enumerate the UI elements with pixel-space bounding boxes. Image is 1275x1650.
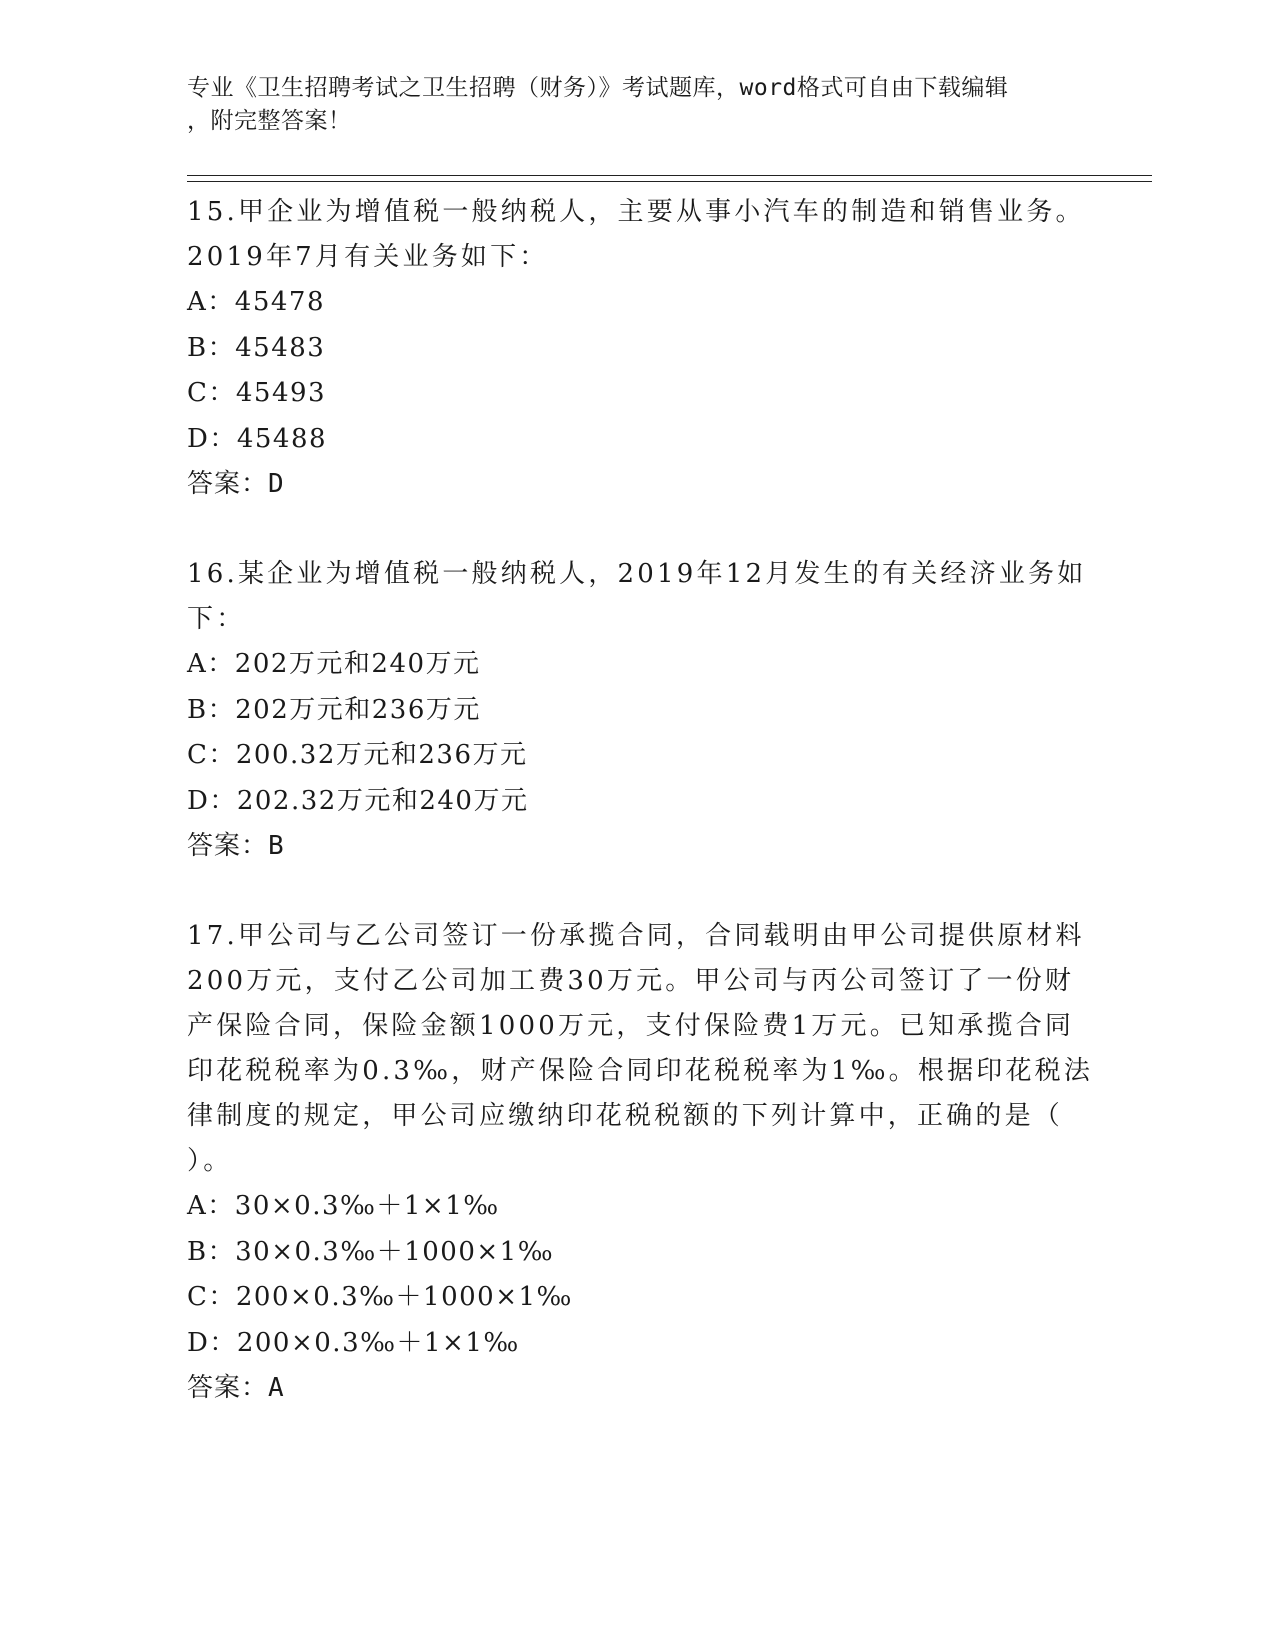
option-d: D：200×0.3‰＋1×1‰ xyxy=(187,1327,520,1358)
question-stem-line: 产保险合同，保险金额1000万元，支付保险费1万元。已知承揽合同 xyxy=(187,1011,1075,1041)
question-16 xyxy=(187,552,1087,868)
option-b: B：202万元和236万元 xyxy=(187,694,481,725)
option-d: D：45488 xyxy=(187,423,328,454)
question-stem-line: 17.甲公司与乙公司签订一份承揽合同，合同载明由甲公司提供原材料 xyxy=(187,921,1085,951)
question-stem-line: 200万元，支付乙公司加工费30万元。甲公司与丙公司签订了一份财 xyxy=(187,966,1075,996)
option-a: A：30×0.3‰＋1×1‰ xyxy=(187,1191,500,1221)
answer-line: 答案：A xyxy=(187,1373,285,1403)
question-stem-line: 印花税税率为0.3‰，财产保险合同印花税税率为1‰。根据印花税法 xyxy=(187,1056,1094,1086)
option-c: C：200×0.3‰＋1000×1‰ xyxy=(187,1282,573,1312)
document-header xyxy=(187,72,1067,138)
option-c: C：45493 xyxy=(187,378,327,408)
option-c: C：200.32万元和236万元 xyxy=(187,740,528,770)
answer-line: 答案：D xyxy=(187,469,285,499)
header-divider-bottom xyxy=(187,181,1152,182)
question-15 xyxy=(187,190,1087,506)
question-17 xyxy=(187,914,1094,1410)
option-a: A：45478 xyxy=(187,287,325,317)
option-b: B：30×0.3‰＋1000×1‰ xyxy=(187,1236,555,1267)
option-a: A：202万元和240万元 xyxy=(187,649,481,679)
header-line: ，附完整答案！ xyxy=(187,108,352,134)
question-stem-line: 16.某企业为增值税一般纳税人，2019年12月发生的有关经济业务如 xyxy=(187,559,1087,589)
option-d: D：202.32万元和240万元 xyxy=(187,785,529,816)
question-stem-line: ）。 xyxy=(187,1146,233,1176)
answer-line: 答案：B xyxy=(187,831,285,861)
question-stem-line: 律制度的规定，甲公司应缴纳印花税税额的下列计算中，正确的是（ xyxy=(187,1101,1064,1131)
option-b: B：45483 xyxy=(187,332,326,363)
header-line: 专业《卫生招聘考试之卫生招聘（财务）》考试题库，word格式可自由下载编辑 xyxy=(187,75,1009,101)
question-stem-line: 15.甲企业为增值税一般纳税人，主要从事小汽车的制造和销售业务。 xyxy=(187,197,1085,227)
header-divider-top xyxy=(187,175,1152,176)
question-stem-line: 下： xyxy=(187,604,246,634)
question-stem-line: 2019年7月有关业务如下： xyxy=(187,242,549,272)
